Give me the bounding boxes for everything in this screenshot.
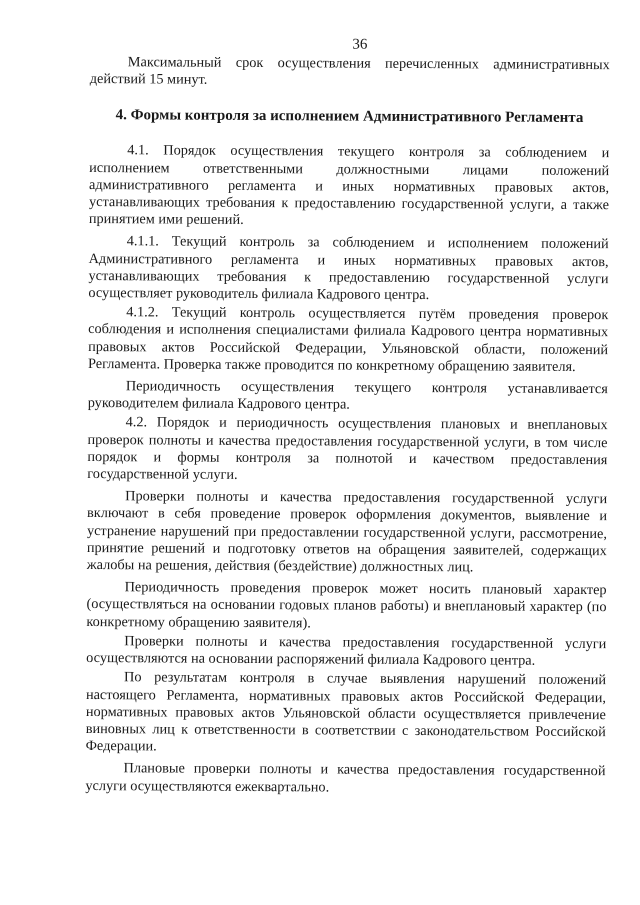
page-number: 36: [352, 36, 368, 53]
paragraph-checks-basis: Проверки полноты и качества предоставления государственной услуги осуществляются на основании распоряжений филиала Кадрового центра.: [86, 633, 607, 669]
paragraph-4-2: 4.2. Порядок и периодичность осуществления плановых и внеплановых проверок полноты и качества предоставления государственной услуги, в том числе порядок и формы контроля за полнотой и качеством предоставления государственной услуги.: [87, 414, 608, 483]
paragraph-4-1-2: 4.1.2. Текущий контроль осуществляется путём проведения проверок соблюдения и исполнения специалистами филиала Кадрового центра нормативных правовых актов Российской Федерации, Ульяновской области, положений Регламента. Проверка также проводится по конкретному обращению заявителя.: [87, 304, 609, 375]
paragraph-periodicity: Периодичность осуществления текущего контроля устанавливается руководителем филиала Кадрового центра.: [87, 378, 608, 413]
paragraph-4-1: 4.1. Порядок осуществления текущего контроля за соблюдением и исполнением ответственными должностными лицами положений административного регламента и иных нормативных правовых актов, устанавливающих требования к предоставлению государственной услуги, а также принятием ими решений.: [88, 142, 610, 229]
paragraph-quarterly-checks: Плановые проверки полноты и качества предоставления государственной услуги осуществляются ежеквартально.: [85, 760, 606, 795]
section-heading: 4. Формы контроля за исполнением Административного Регламента: [115, 107, 584, 127]
intro-paragraph: Максимальный срок осуществления перечисленных административных действий 15 минут.: [89, 54, 610, 88]
paragraph-control-results: По результатам контроля в случае выявления нарушений положений настоящего Регламента, нормативных правовых актов Российской Федерации, нормативных правовых актов Ульяновской области осуществляется привлечение виновных лиц к ответственности в соответствии с законодательством Российской Федерации.: [85, 669, 607, 755]
paragraph-checks-periodicity: Периодичность проведения проверок может носить плановый характер (осуществляться на основании годовых планов работы) и внеплановый характер (по конкретному обращению заявителя).: [86, 579, 607, 632]
paragraph-4-1-1: 4.1.1. Текущий контроль за соблюдением и исполнением положений Административного регламента и иных нормативных правовых актов, устанавливающих требования к предоставлению государственной услуги осуществляет руководитель филиала Кадрового центра.: [88, 233, 609, 304]
paragraph-checks-scope: Проверки полноты и качества предоставления государственной услуги включают в себя проведение проверок оформления документов, выявление и устранение нарушений при предоставлении государственной услуги, рассмотрение, принятие решений и подготовку ответов на обращения заявителей, содержащих жалобы на решения, действия (бездействие) должностных лиц.: [86, 488, 608, 576]
document-page: [85, 34, 610, 798]
